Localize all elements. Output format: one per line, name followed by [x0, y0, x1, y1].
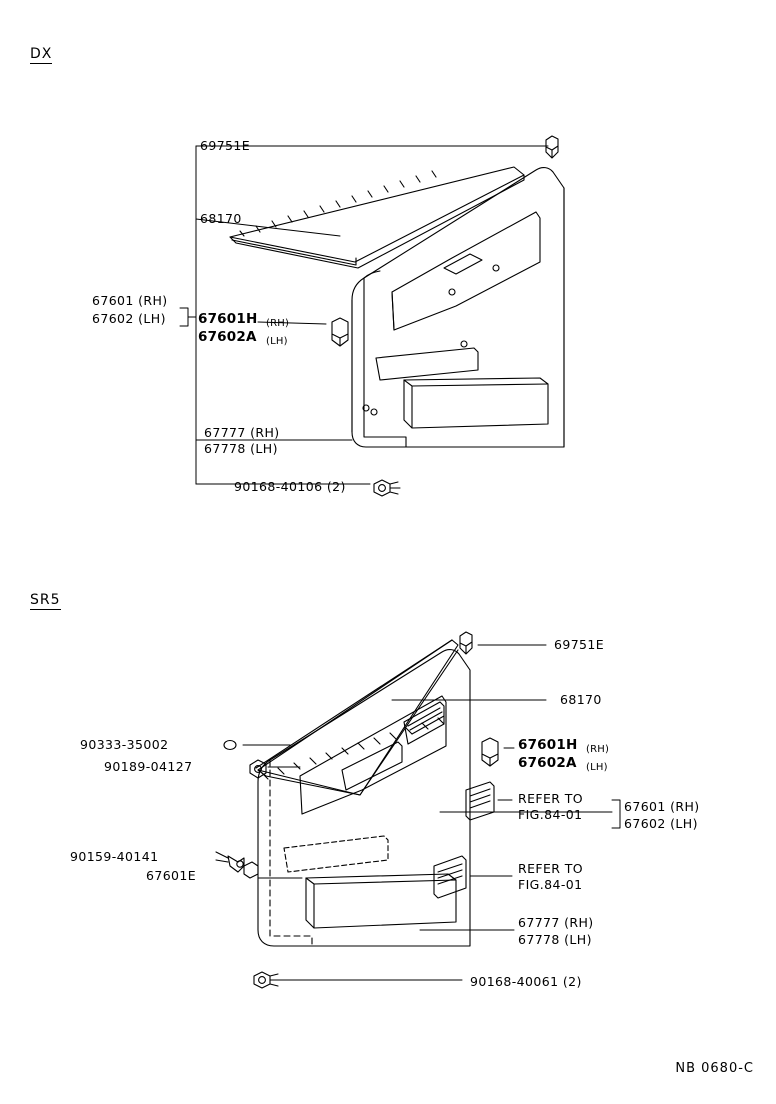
label-refer-1-line1: REFER TO — [518, 791, 584, 806]
label-67602a-sr5: 67602A — [518, 755, 577, 771]
label-67601-rh-sr5: 67601 (RH) — [624, 799, 700, 814]
label-refer-1-line2: FIG.84-01 — [518, 807, 583, 822]
label-68170-dx: 68170 — [200, 211, 242, 226]
label-68170-sr5: 68170 — [560, 692, 602, 707]
label-67777-rh-dx: 67777 (RH) — [204, 425, 280, 440]
label-69751e-dx: 69751E — [200, 138, 251, 153]
label-67778-lh-dx: 67778 (LH) — [204, 441, 278, 456]
section-title-sr5: SR5 — [30, 592, 61, 608]
label-refer-2-line1: REFER TO — [518, 861, 584, 876]
label-67601h-sr5: 67601H — [518, 737, 578, 753]
label-67601e-sr5: 67601E — [146, 868, 197, 883]
label-67602-lh-sr5: 67602 (LH) — [624, 816, 698, 831]
section-title-dx: DX — [30, 46, 53, 62]
label-90333-35002-sr5: 90333-35002 — [80, 737, 169, 752]
label-67601h-suffix-dx: (RH) — [266, 318, 290, 329]
label-67602a-suffix-dx: (LH) — [266, 336, 288, 347]
label-67602-lh-dx: 67602 (LH) — [92, 311, 166, 326]
label-refer-2-line2: FIG.84-01 — [518, 877, 583, 892]
label-67602a-dx: 67602A — [198, 329, 257, 345]
label-67601-rh-dx: 67601 (RH) — [92, 293, 168, 308]
label-67777-rh-sr5: 67777 (RH) — [518, 915, 594, 930]
label-bolt-sr5: 90168-40061 (2) — [470, 974, 582, 989]
label-69751e-sr5: 69751E — [554, 637, 605, 652]
label-67778-lh-sr5: 67778 (LH) — [518, 932, 592, 947]
label-90189-04127-sr5: 90189-04127 — [104, 759, 193, 774]
label-67601h-dx: 67601H — [198, 311, 258, 327]
label-67601h-suffix-sr5: (RH) — [586, 744, 610, 755]
label-bolt-dx: 90168-40106 (2) — [234, 479, 346, 494]
label-90159-40141-sr5: 90159-40141 — [70, 849, 159, 864]
label-67602a-suffix-sr5: (LH) — [586, 762, 608, 773]
footer-document-code: NB 0680-C — [675, 1061, 754, 1076]
